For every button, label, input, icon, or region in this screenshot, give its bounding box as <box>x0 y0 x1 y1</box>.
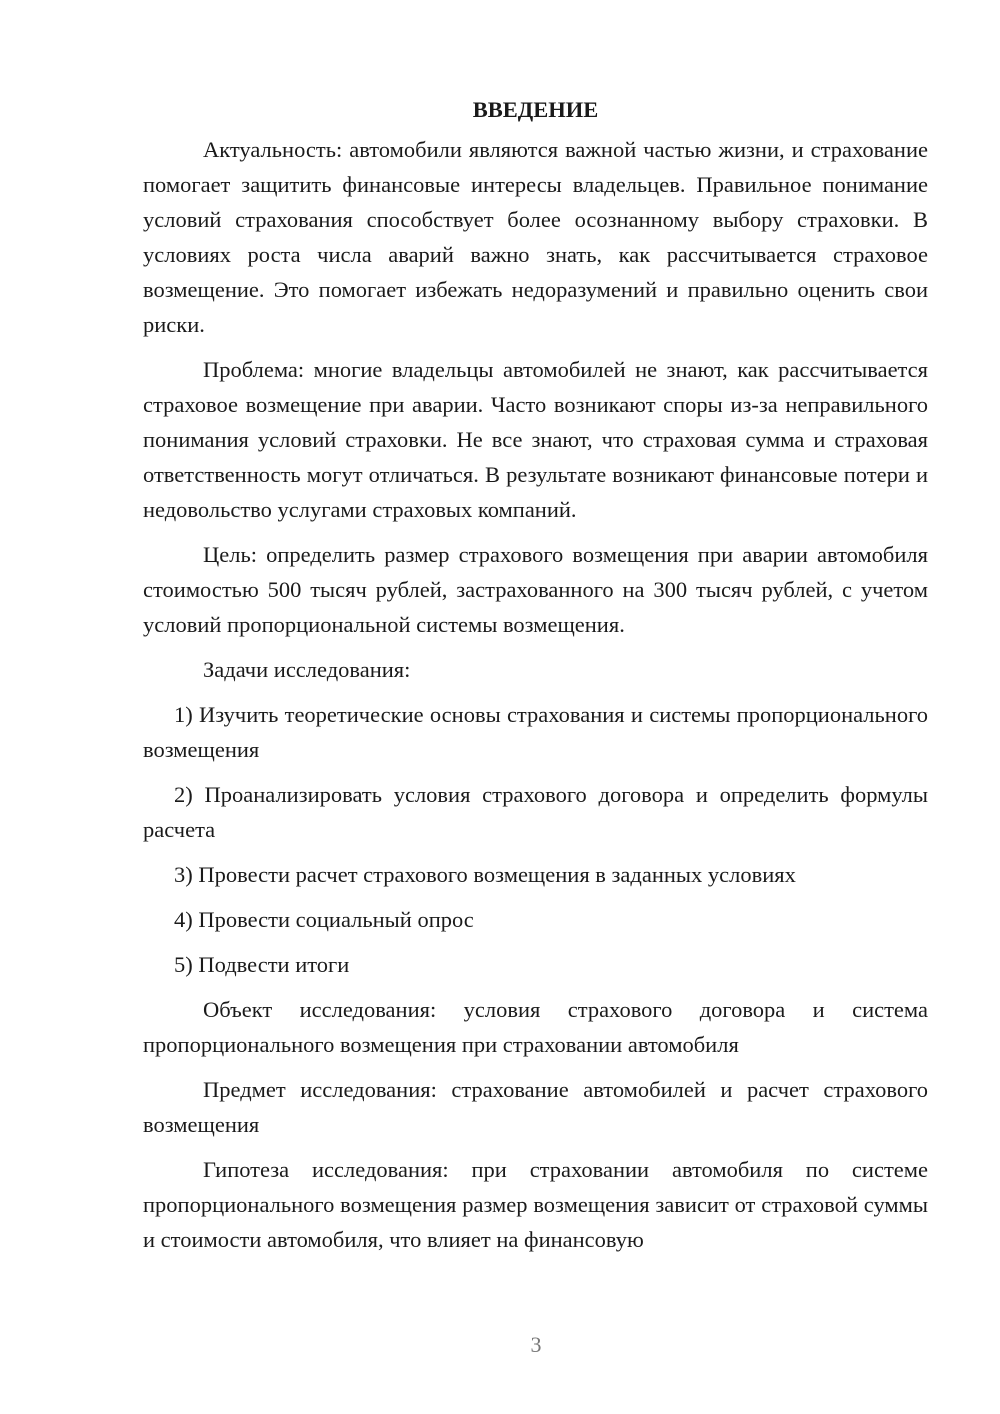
paragraph-hypothesis: Гипотеза исследования: при страховании автомобиля по системе пропорционального возмещения размер возмещения зависит от страховой суммы и стоимости автомобиля, что влияет на финансовую <box>143 1157 928 1252</box>
list-item: 5) Подвести итоги <box>174 952 350 977</box>
paragraph-tasks-heading: Задачи исследования: <box>203 657 411 682</box>
section-title: ВВЕДЕНИЕ <box>472 97 599 122</box>
list-item: 3) Провести расчет страхового возмещения в заданных условиях <box>174 862 796 887</box>
list-item: 2) Проанализировать условия страхового договора и определить формулы расчета <box>143 782 928 842</box>
paragraph-subject: Предмет исследования: страхование автомобилей и расчет страхового возмещения <box>143 1077 928 1137</box>
paragraph-relevance: Актуальность: автомобили являются важной частью жизни, и страхование помогает защитить финансовые интересы владельцев. Правильное понимание условий страхования способствует более осознанному выбору страховки. В условиях роста числа аварий важно знать, как рассчитывается страховое возмещение. Это помогает избежать недоразумений и правильно оценить свои риски. <box>143 137 928 337</box>
paragraph-problem: Проблема: многие владельцы автомобилей не знают, как рассчитывается страховое возмещение при аварии. Часто возникают споры из-за неправильного понимания условий страховки. Не все знают, что страховая сумма и страховая ответственность могут отличаться. В результате возникают финансовые потери и недовольство услугами страховых компаний. <box>143 357 928 522</box>
tasks-list <box>143 697 928 982</box>
paragraph-goal: Цель: определить размер страхового возмещения при аварии автомобиля стоимостью 500 тысяч рублей, застрахованного на 300 тысяч рублей, с учетом условий пропорциональной системы возмещения. <box>143 542 928 637</box>
page-number: 3 <box>530 1332 542 1357</box>
list-item: 4) Провести социальный опрос <box>174 907 474 932</box>
list-item: 1) Изучить теоретические основы страхования и системы пропорционального возмещения <box>143 702 928 762</box>
page-body <box>143 92 928 1267</box>
paragraph-object: Объект исследования: условия страхового договора и система пропорционального возмещения при страховании автомобиля <box>143 997 928 1057</box>
